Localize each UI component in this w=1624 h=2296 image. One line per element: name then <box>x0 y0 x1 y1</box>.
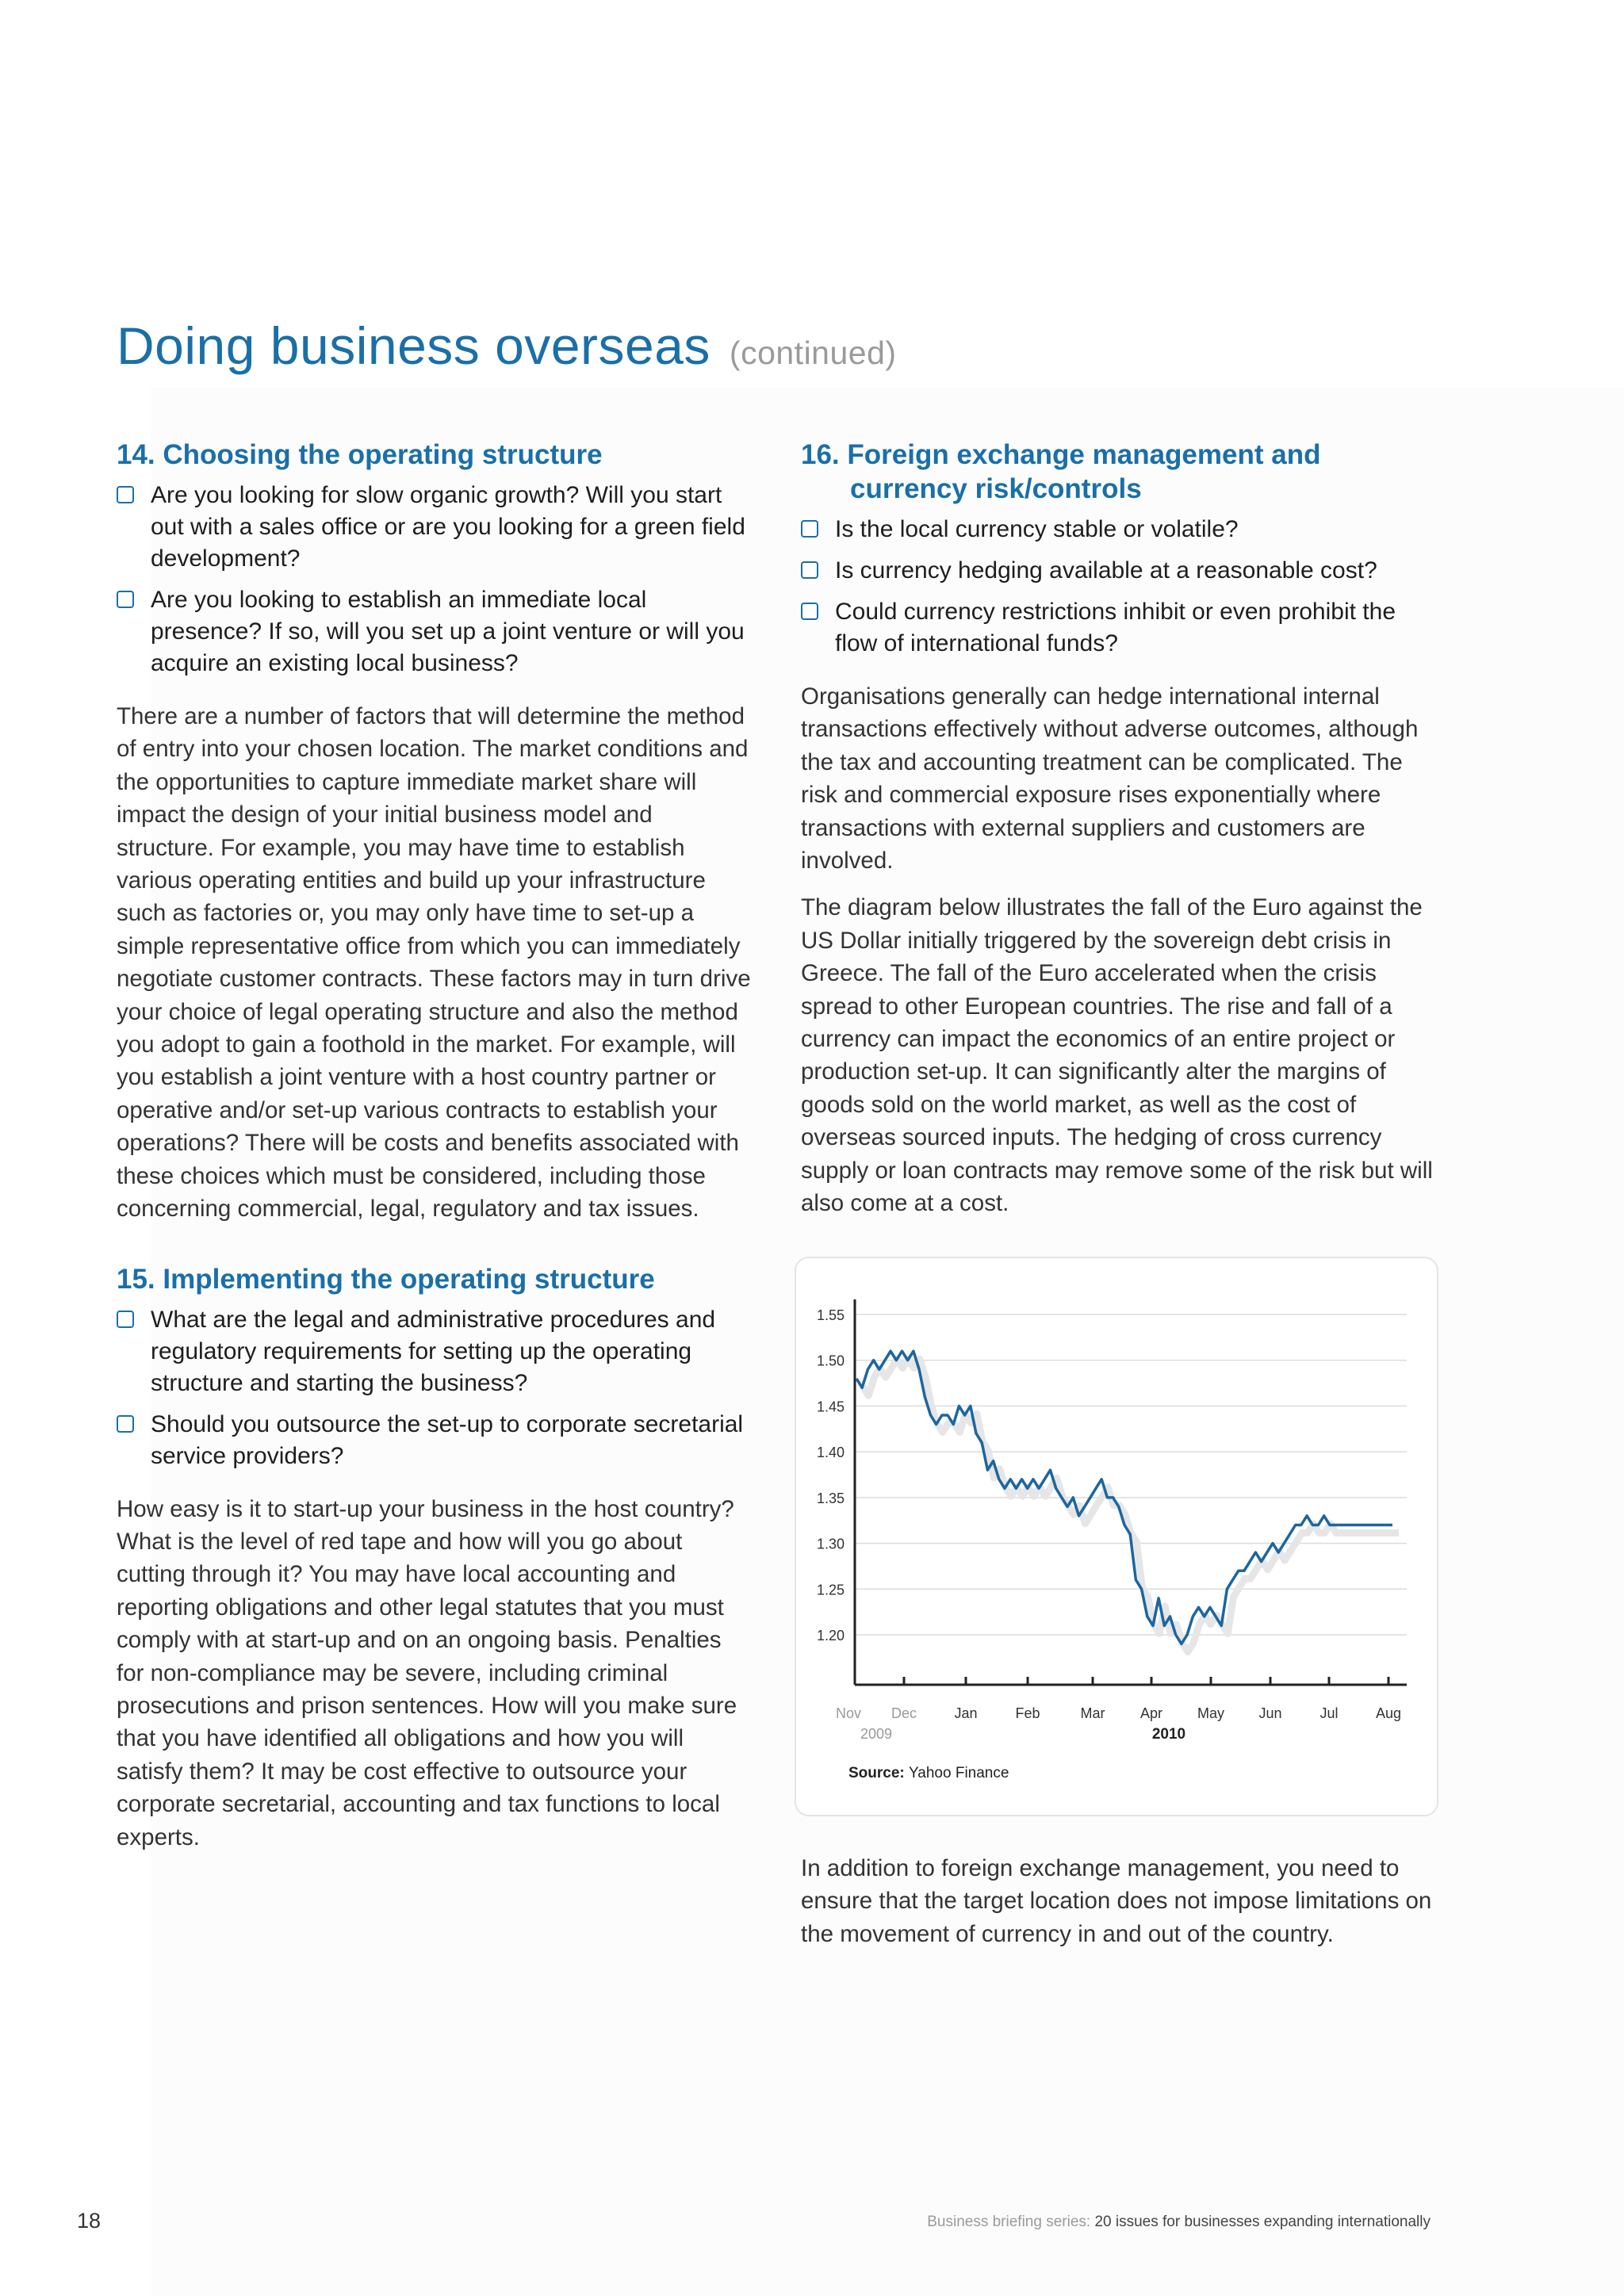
checklist-item-text: Is currency hedging available at a reasonable cost? <box>835 557 1377 584</box>
x-tick-label: Aug <box>1375 1705 1402 1721</box>
x-tick-label: Mar <box>1080 1705 1105 1721</box>
y-tick-label: 1.55 <box>817 1307 845 1323</box>
checklist-item-text: Are you looking for slow organic growth? Will you start out with a sales office or are you looking for a green field development? <box>151 482 745 572</box>
checklist-item <box>117 480 751 575</box>
checkbox[interactable] <box>801 561 818 579</box>
page-title-suffix: (continued) <box>729 335 897 371</box>
y-tick-label: 1.30 <box>817 1536 845 1552</box>
checklist-item <box>117 584 751 679</box>
checklist-item-text: Could currency restrictions inhibit or even prohibit the flow of international funds? <box>835 599 1396 656</box>
x-tick-label: Jun <box>1258 1705 1282 1721</box>
checklist-item <box>801 596 1435 660</box>
y-tick-label: 1.25 <box>817 1582 845 1598</box>
checklist-item-text: Should you outsource the set-up to corporate secretarial service providers? <box>151 1410 744 1469</box>
checklist-item-text: Is the local currency stable or volatile? <box>835 516 1239 542</box>
footer <box>927 2214 1431 2231</box>
checkbox[interactable] <box>117 1415 134 1433</box>
checklist-item-text: What are the legal and administrative procedures and regulatory requirements for setting up the operating structure and starting the business? <box>151 1306 716 1396</box>
footer-series: Business briefing series: <box>927 2214 1091 2230</box>
x-tick-label: Feb <box>1015 1705 1040 1721</box>
left-column <box>117 438 751 1854</box>
section-16-checklist <box>801 514 1435 660</box>
section-15-heading: 15. Implementing the operating structure <box>117 1263 655 1295</box>
year-label: 2009 <box>860 1726 893 1742</box>
section-15-checklist <box>117 1304 751 1472</box>
section-14-checklist <box>117 480 751 679</box>
x-tick-label: Dec <box>891 1705 917 1721</box>
checklist-item <box>117 1304 751 1399</box>
section-16-heading: 16. Foreign exchange management and currency risk/controls <box>801 439 1321 504</box>
page-number: 18 <box>77 2209 102 2233</box>
checklist-item <box>801 555 1435 587</box>
footer-title: 20 issues for businesses expanding internationally <box>1094 2214 1431 2230</box>
page-title <box>117 316 897 376</box>
x-tick-label: Nov <box>835 1705 862 1721</box>
checkbox[interactable] <box>801 520 818 538</box>
chart-svg <box>796 1258 1437 1815</box>
series-shadow <box>863 1359 1399 1651</box>
section-16-paragraph-2: The diagram below illustrates the fall of the Euro against the US Dollar initially triggered by the sovereign debt crisis in Greece. The fall of the Euro accelerated when the crisis spread to other European countries. The rise and fall of a currency can impact the economics of an entire project or production set-up. It can significantly alter the margins of goods sold on the world market, as well as the cost of overseas sourced inputs. The hedging of cross currency supply or loan contracts may remove some of the risk but will also come at a cost. <box>801 894 1433 1217</box>
year-label: 2010 <box>1151 1726 1186 1743</box>
checkbox[interactable] <box>117 1311 134 1328</box>
x-tick-label: Jan <box>954 1705 978 1721</box>
section-15-paragraph: How easy is it to start-up your business in the host country? What is the level of red tape and how will you go about cutting through it? You may have local accounting and reporting obligations and other legal statutes that you must comply with at start-up and on an ongoing basis. Penalties for non-compliance may be severe, including criminal prosecutions and prison sentences. How will you make sure that you have identified all obligations and how you will satisfy them? It may be cost effective to outsource your corporate secretarial, accounting and tax functions to local experts. <box>117 1495 737 1850</box>
section-14-heading: 14. Choosing the operating structure <box>117 439 603 470</box>
y-tick-label: 1.20 <box>817 1628 845 1644</box>
checklist-item <box>117 1409 751 1472</box>
y-tick-label: 1.50 <box>817 1353 845 1369</box>
section-16-closing <box>801 1852 1435 1950</box>
checklist-item <box>801 514 1435 545</box>
checkbox[interactable] <box>801 603 818 620</box>
checkbox[interactable] <box>117 486 134 503</box>
x-tick-label: May <box>1197 1705 1225 1721</box>
checklist-item-text: Are you looking to establish an immediate local presence? If so, will you set up a joint venture or will you acquire an existing local business? <box>151 587 745 676</box>
currency-chart <box>795 1257 1438 1816</box>
right-column <box>801 438 1435 1220</box>
section-16-paragraph-1: Organisations generally can hedge international internal transactions effectively without adverse outcomes, although the tax and accounting treatment can be complicated. The risk and commercial exposure rises exponentially where transactions with external suppliers and customers are involved. <box>801 683 1419 874</box>
section-16-paragraph-3: In addition to foreign exchange management, you need to ensure that the target location does not impose limitations on the movement of currency in and out of the country. <box>801 1855 1432 1947</box>
y-tick-label: 1.35 <box>817 1490 845 1506</box>
checkbox[interactable] <box>117 591 134 608</box>
x-tick-label: Apr <box>1139 1705 1163 1721</box>
y-tick-label: 1.45 <box>817 1399 845 1415</box>
y-tick-label: 1.40 <box>817 1445 845 1461</box>
x-tick-label: Jul <box>1320 1705 1339 1721</box>
chart-source: Source: Yahoo Finance <box>848 1765 1009 1781</box>
page-title-text: Doing business overseas <box>117 316 710 375</box>
section-14-paragraph: There are a number of factors that will determine the method of entry into your chosen location. The market conditions and the opportunities to capture immediate market share will impact the design of your initial business model and structure. For example, you may have time to establish various operating entities and build up your infrastructure such as factories or, you may only have time to set-up a simple representative office from which you can immediately negotiate customer contracts. These factors may in turn drive your choice of legal operating structure and also the method you adopt to gain a foothold in the market. For example, will you establish a joint venture with a host country partner or operative and/or set-up various contracts to establish your operations? There will be costs and benefits associated with these choices which must be considered, including those concerning commercial, legal, regulatory and tax issues. <box>117 703 751 1223</box>
